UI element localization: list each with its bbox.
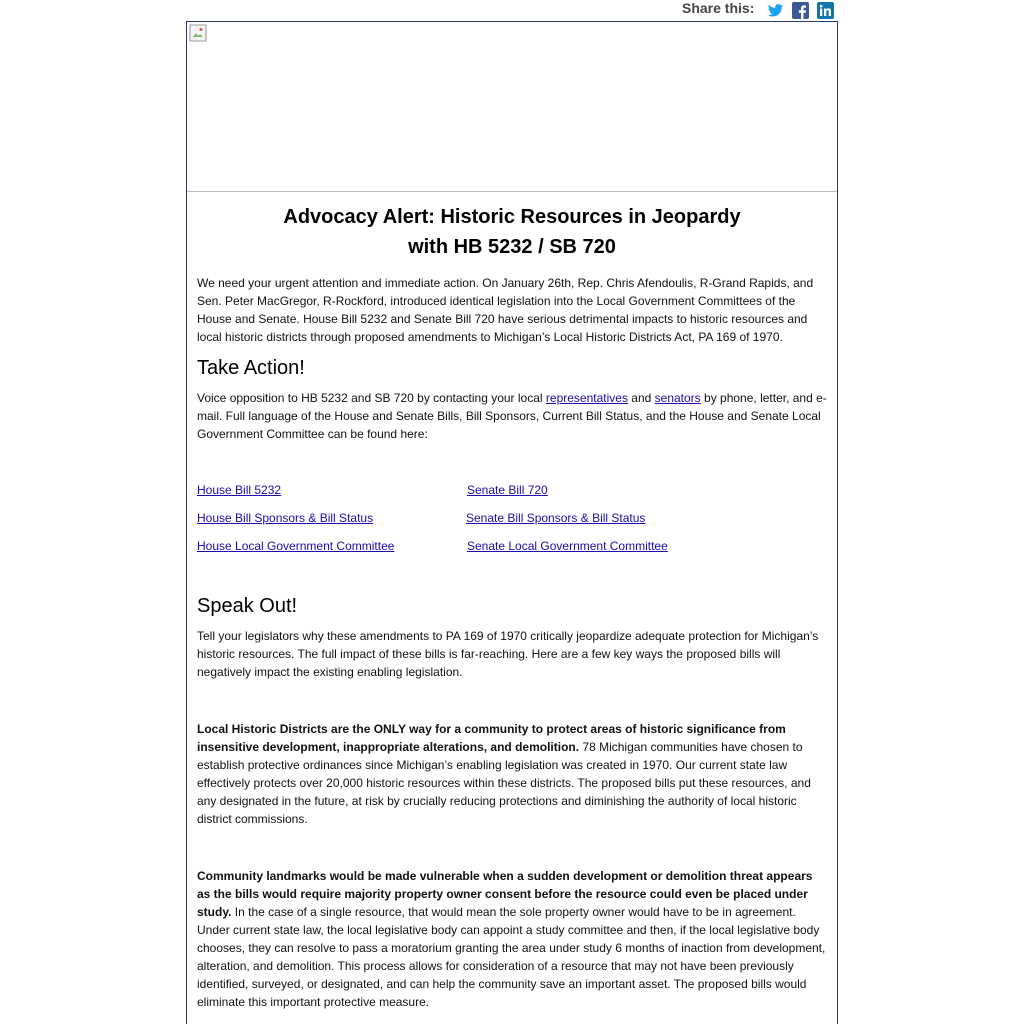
- speak-out-paragraph: Tell your legislators why these amendments to PA 169 of 1970 critically jeopardize adequate protection for Michigan’s historic resources. The full impact of these bills is far-reaching. Here are a few key ways the proposed bills will negatively impact the existing enabling legislation.: [197, 629, 819, 679]
- take-action-heading: Take Action!: [197, 357, 305, 379]
- linkedin-icon[interactable]: [817, 2, 834, 19]
- point-2-bold: Community landmarks would be made vulnerable when a sudden development or demolition threat appears as the bills would require majority property owner consent before the resource could even be placed under study.: [197, 869, 813, 919]
- senate-sponsors-link[interactable]: Senate Bill Sponsors & Bill Status: [466, 511, 646, 525]
- senators-link[interactable]: senators: [654, 391, 701, 405]
- facebook-icon[interactable]: [792, 2, 809, 19]
- point-1-bold: Local Historic Districts are the ONLY way for a community to protect areas of historic significance from insensitive development, inappropriate alterations, and demolition.: [197, 722, 786, 754]
- point-2-text: In the case of a single resource, that would mean the sole property owner would have to be in agreement. Under current state law, the local legislative body can appoint a study committee and then, if the local legislative body chooses, they can resolve to pass a moratorium granting the area under study 6 months of inaction from development, alteration, and demolition. This process allows for consideration of a resource that may not have been previously identified, surveyed, or designated, and can help the community save an important asset. The proposed bills would eliminate this important protective measure.: [197, 905, 826, 1009]
- article-title: [197, 202, 827, 262]
- house-sponsors-link[interactable]: House Bill Sponsors & Bill Status: [197, 511, 374, 525]
- point-1-paragraph: [197, 720, 827, 828]
- senate-committee-link[interactable]: Senate Local Government Committee: [467, 539, 668, 553]
- email-frame: [186, 21, 838, 1024]
- twitter-icon[interactable]: [767, 2, 784, 19]
- title-line-1: Advocacy Alert: Historic Resources in Jeopardy: [283, 206, 741, 228]
- representatives-link[interactable]: representatives: [545, 391, 628, 405]
- broken-image-icon: [189, 24, 207, 42]
- title-line-2: with HB 5232 / SB 720: [408, 236, 616, 258]
- take-action-text-pre: Voice opposition to HB 5232 and SB 720 by contacting your local: [197, 391, 546, 405]
- house-bill-link[interactable]: House Bill 5232: [197, 483, 282, 497]
- take-action-text-and: and: [627, 391, 655, 405]
- take-action-paragraph: [197, 389, 827, 443]
- point-1-text: 78 Michigan communities have chosen to establish protective ordinances since Michigan’s enabling legislation was created in 1970. Our current state law effectively protects over 20,000 historic resources within these districts. The proposed bills put these resources, and any designated in the future, at risk by crucially reducing protections and diminishing the authority of local historic district commissions.: [197, 740, 811, 826]
- article-content: [197, 202, 827, 1020]
- share-bar: [682, 0, 754, 20]
- senate-bill-link[interactable]: Senate Bill 720: [467, 483, 548, 497]
- take-action-text-post: by phone, letter, and e-mail. Full language of the House and Senate Bills, Bill Sponsors, Current Bill Status, and the House and Senate Local Government Committee can be found here:: [197, 391, 827, 441]
- bill-links: [197, 481, 827, 565]
- share-label: Share this:: [682, 0, 755, 16]
- banner-image: [187, 22, 837, 192]
- house-committee-link[interactable]: House Local Government Committee: [197, 539, 395, 553]
- intro-paragraph: We need your urgent attention and immediate action. On January 26th, Rep. Chris Afendoulis, R-Grand Rapids, and Sen. Peter MacGregor, R-Rockford, introduced identical legislation into the Local Government Committees of the House and Senate. House Bill 5232 and Senate Bill 720 have serious detrimental impacts to historic resources and local historic districts through proposed amendments to Michigan’s Local Historic Districts Act, PA 169 of 1970.: [197, 276, 814, 344]
- point-2-paragraph: [197, 867, 827, 1011]
- speak-out-heading: Speak Out!: [197, 595, 298, 617]
